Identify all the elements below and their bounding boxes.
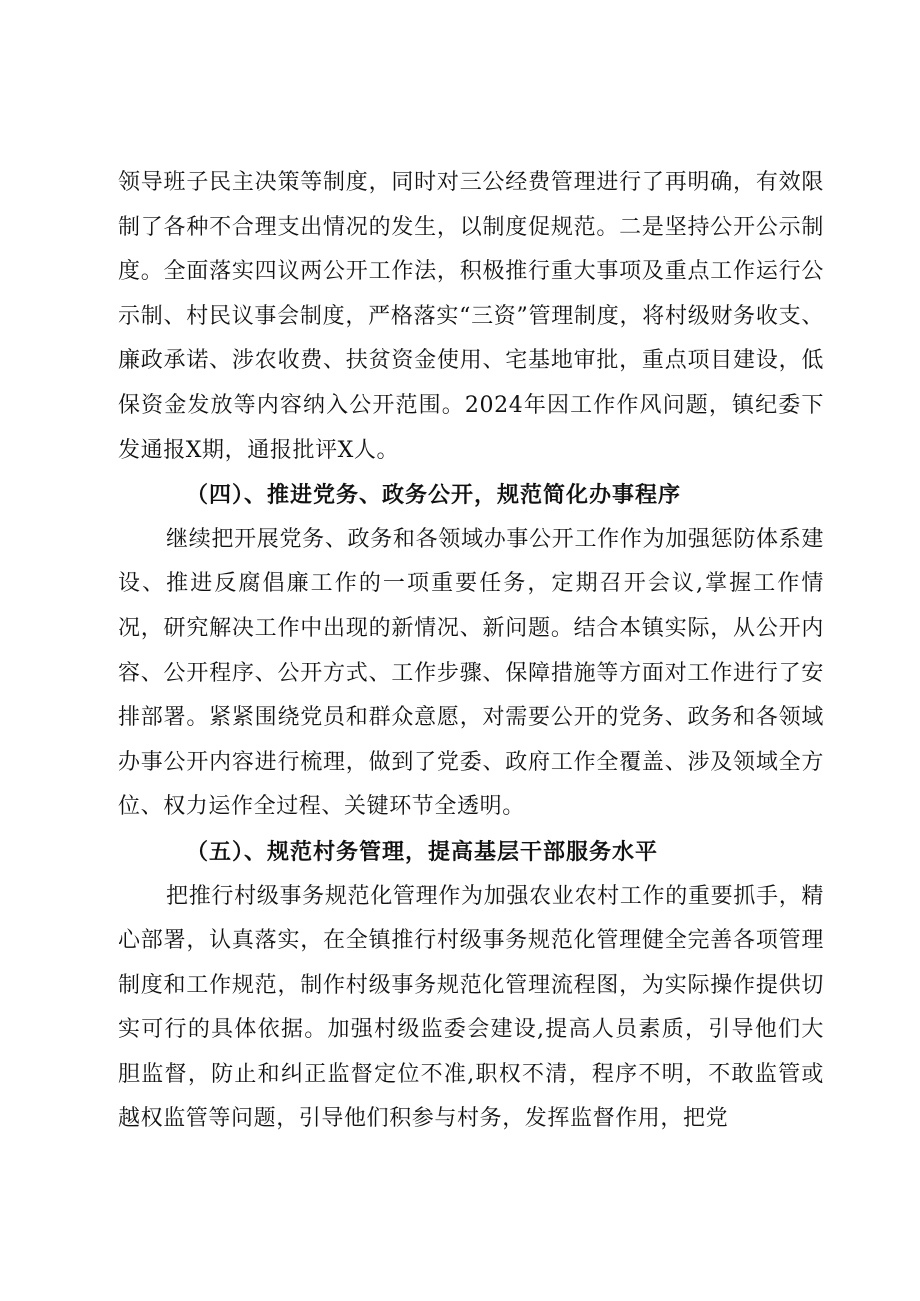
paragraph-continued: 领导班子民主决策等制度，同时对三公经费管理进行了再明确，有效限制了各种不合理支出情况的发生，以制度促规范。二是坚持公开公示制度。全面落实四议两公开工作法，积极推行重大事项及重点工作运行公示制、村民议事会制度，严格落实“三资”管理制度，将村级财务收支、廉政承诺、涉农收费、扶贫资金使用、宅基地审批，重点项目建设，低保资金发放等内容纳入公开范围。2024年因工作作风问题，镇纪委下发通报X期，通报批评X人。: [118, 170, 824, 463]
paragraph-section-4: 继续把开展党务、政务和各领域办事公开工作作为加强惩防体系建设、推进反腐倡廉工作的一项重要任务，定期召开会议,掌握工作情况，研究解决工作中出现的新情况、新问题。结合本镇实际，从公开内容、公开程序、公开方式、工作步骤、保障措施等方面对工作进行了安排部署。紧紧围绕党员和群众意愿，对需要公开的党务、政务和各领域办事公开内容进行梳理，做到了党委、政府工作全覆盖、涉及领域全方位、权力运作全过程、关键环节全透明。: [118, 526, 824, 820]
section-heading-5: （五）、规范村务管理，提高基层干部服务水平: [186, 838, 659, 865]
section-heading-4: （四）、推进党务、政务公开，规范简化办事程序: [186, 482, 682, 509]
paragraph-section-5: 把推行村级事务规范化管理作为加强农业农村工作的重要抓手，精心部署，认真落实，在全镇推行村级事务规范化管理健全完善各项管理制度和工作规范，制作村级事务规范化管理流程图，为实际操作提供切实可行的具体依据。加强村级监委会建设,提高人员素质，引导他们大胆监督，防止和纠正监督定位不准,职权不清，程序不明，不敢监管或越权监管等问题，引导他们积参与村务，发挥监督作用，把党: [118, 883, 824, 1132]
document-body: [118, 161, 824, 1142]
